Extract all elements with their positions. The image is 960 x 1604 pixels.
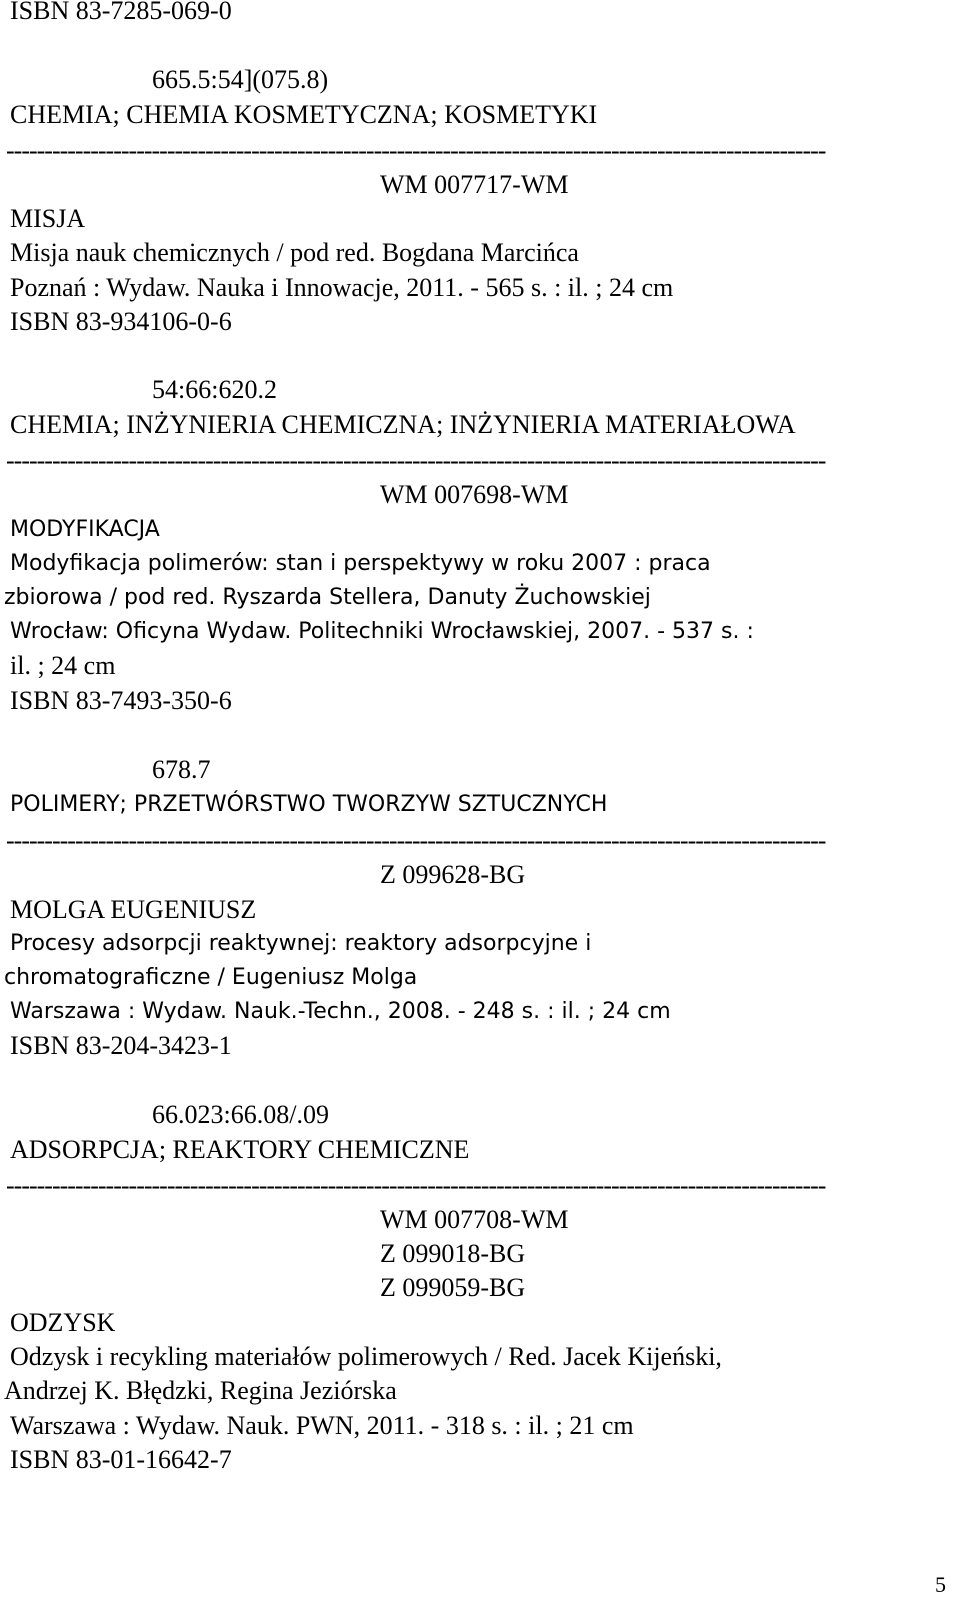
page-number: 5 <box>935 1572 946 1597</box>
isbn-line: ISBN 83-934106-0-6 <box>10 307 232 336</box>
entry-imprint: Warszawa : Wydaw. Nauk. PWN, 2011. - 318 s. : il. ; 21 cm <box>10 1411 634 1440</box>
shelf-signature: Z 099628-BG <box>380 860 526 889</box>
shelf-signature: WM 007717-WM <box>380 170 569 199</box>
shelf-signature: Z 099059-BG <box>380 1273 526 1302</box>
subjects-line: POLIMERY; PRZETWÓRSTWO TWORZYW SZTUCZNYCH <box>10 792 608 817</box>
entry-title: Modyfikacja polimerów: stan i perspektywy w roku 2007 : praca <box>10 551 711 576</box>
isbn-line: ISBN 83-7493-350-6 <box>10 686 232 715</box>
entry-heading: MOLGA EUGENIUSZ <box>10 895 257 924</box>
entry-heading: ODZYSK <box>10 1308 116 1337</box>
separator-rule: ----------------------------------------------------------------------------------------------------------- <box>6 826 826 855</box>
shelf-signature: WM 007708-WM <box>380 1205 569 1234</box>
shelf-signature: WM 007698-WM <box>380 480 569 509</box>
classification-line: 54:66:620.2 <box>152 375 277 404</box>
entry-title-continued: Andrzej K. Błędzki, Regina Jeziórska <box>4 1376 397 1405</box>
entry-heading: MISJA <box>10 204 86 233</box>
subjects-line: CHEMIA; INŻYNIERIA CHEMICZNA; INŻYNIERIA MATERIAŁOWA <box>10 410 796 439</box>
separator-rule: ----------------------------------------------------------------------------------------------------------- <box>6 446 826 475</box>
entry-heading: MODYFIKACJA <box>10 517 160 542</box>
entry-title: Misja nauk chemicznych / pod red. Bogdana Marcińca <box>10 238 579 267</box>
entry-title-continued: zbiorowa / pod red. Ryszarda Stellera, Danuty Żuchowskiej <box>4 585 651 610</box>
entry-imprint: Warszawa : Wydaw. Nauk.-Techn., 2008. - 248 s. : il. ; 24 cm <box>10 999 671 1024</box>
classification-line: 678.7 <box>152 755 211 784</box>
entry-title: Procesy adsorpcji reaktywnej: reaktory adsorpcyjne i <box>10 931 592 956</box>
subjects-line: ADSORPCJA; REAKTORY CHEMICZNE <box>10 1135 470 1164</box>
separator-rule: ----------------------------------------------------------------------------------------------------------- <box>6 136 826 165</box>
isbn-line: ISBN 83-204-3423-1 <box>10 1031 232 1060</box>
subjects-line: CHEMIA; CHEMIA KOSMETYCZNA; KOSMETYKI <box>10 100 598 129</box>
classification-line: 66.023:66.08/.09 <box>152 1100 329 1129</box>
isbn-line: ISBN 83-7285-069-0 <box>10 0 232 25</box>
entry-title-continued: chromatograficzne / Eugeniusz Molga <box>4 965 418 990</box>
entry-imprint-continued: il. ; 24 cm <box>10 651 116 680</box>
isbn-line: ISBN 83-01-16642-7 <box>10 1445 232 1474</box>
separator-rule: ----------------------------------------------------------------------------------------------------------- <box>6 1171 826 1200</box>
classification-line: 665.5:54](075.8) <box>152 65 329 94</box>
entry-imprint: Wrocław: Oficyna Wydaw. Politechniki Wrocławskiej, 2007. - 537 s. : <box>10 619 754 644</box>
entry-title: Odzysk i recykling materiałów polimerowych / Red. Jacek Kijeński, <box>10 1342 722 1371</box>
entry-imprint: Poznań : Wydaw. Nauka i Innowacje, 2011. - 565 s. : il. ; 24 cm <box>10 273 674 302</box>
shelf-signature: Z 099018-BG <box>380 1239 526 1268</box>
